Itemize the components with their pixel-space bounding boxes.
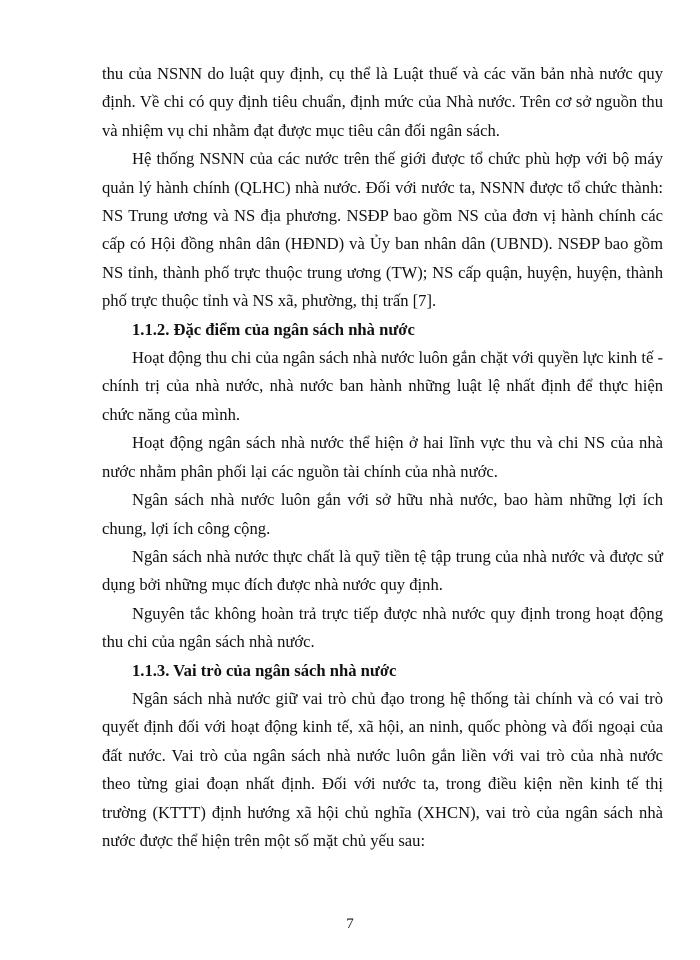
paragraph-characteristic-ownership: Ngân sách nhà nước luôn gắn với sở hữu nhà nước, bao hàm những lợi ích chung, lợi ích công cộng. <box>102 490 663 538</box>
section-heading-1-1-2: 1.1.2. Đặc điểm của ngân sách nhà nước <box>132 319 415 339</box>
paragraph-characteristic-distribution: Hoạt động ngân sách nhà nước thể hiện ở hai lĩnh vực thu và chi NS của nhà nước nhằm phân phối lại các nguồn tài chính của nhà nước. <box>102 433 663 481</box>
paragraph-characteristic-fund: Ngân sách nhà nước thực chất là quỹ tiền tệ tập trung của nhà nước và được sử dụng bởi những mục đích được nhà nước quy định. <box>102 546 663 595</box>
paragraph-nsnn-system-structure: Hệ thống NSNN của các nước trên thế giới được tổ chức phù hợp với bộ máy quản lý hành chính (QLHC) nhà nước. Đối với nước ta, NSNN được tổ chức thành: NS Trung ương và NS địa phương. NSĐP bao gồm NS của đơn vị hành chính các cấp có Hội đồng nhân dân (HĐND) và Ủy ban nhân dân (UBND). NSĐP bao gồm NS tỉnh, thành phố trực thuộc trung ương (TW); NS cấp quận, huyện, huyện, thành phố trực thuộc tỉnh và NS xã, phường, thị trấn [7]. <box>102 149 663 311</box>
section-heading-1-1-3: 1.1.3. Vai trò của ngân sách nhà nước <box>132 660 397 680</box>
page-number: 7 <box>346 916 354 932</box>
paragraph-role-of-budget: Ngân sách nhà nước giữ vai trò chủ đạo trong hệ thống tài chính và có vai trò quyết định đối với hoạt động kinh tế, xã hội, an ninh, quốc phòng và đối ngoại của đất nước. Vai trò của ngân sách nhà nước luôn gắn liền với vai trò của nhà nước theo từng giai đoạn nhất định. Đối với nước ta, trong điều kiện nền kinh tế thị trường (KTTT) định hướng xã hội chủ nghĩa (XHCN), vai trò của ngân sách nhà nước được thể hiện trên một số mặt chủ yếu sau: <box>102 688 663 850</box>
paragraph-characteristic-nonrefund: Nguyên tắc không hoàn trả trực tiếp được nhà nước quy định trong hoạt động thu chi của ngân sách nhà nước. <box>102 603 663 652</box>
page-content <box>102 60 663 855</box>
paragraph-nsnn-revenue-spending: thu của NSNN do luật quy định, cụ thể là Luật thuế và các văn bản nhà nước quy định. Về chi có quy định tiêu chuẩn, định mức của Nhà nước. Trên cơ sở nguồn thu và nhiệm vụ chi nhằm đạt được mục tiêu cân đối ngân sách. <box>102 64 663 140</box>
paragraph-characteristic-power: Hoạt động thu chi của ngân sách nhà nước luôn gắn chặt với quyền lực kinh tế - chính trị của nhà nước, nhà nước ban hành những luật lệ nhất định để thực hiện chức năng của mình. <box>102 348 663 424</box>
